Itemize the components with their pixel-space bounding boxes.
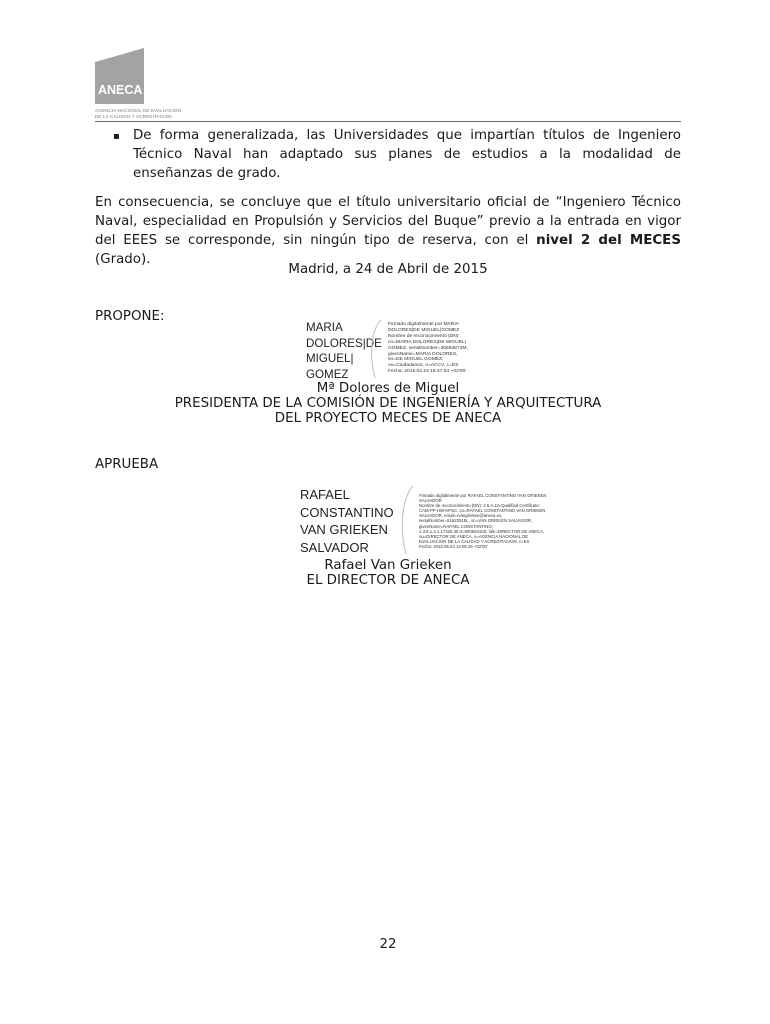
header-rule: [95, 121, 681, 122]
signer-title-propone-line-1: PRESIDENTA DE LA COMISIÓN DE INGENIERÍA Y ARQUITECTURA: [174, 396, 602, 411]
page-number: 22: [379, 937, 397, 952]
signer-name-propone: Mª Dolores de Miguel: [316, 381, 460, 396]
agency-name: AGENCIA NACIONAL DE EVALUACIÓN DE LA CALIDAD Y ACREDITACIÓN: [95, 108, 182, 119]
signer-title-propone-line-2: DEL PROYECTO MECES DE ANECA: [274, 411, 502, 426]
signature-flourish-icon: [396, 484, 416, 556]
propone-label: PROPONE:: [95, 309, 165, 324]
signature-details-propone: Firmado digitalmente por MARIA DOLORES|DE MIGUEL|GOMEZ Nombre de reconocimiento (DN): cn=MARIA DOLORES|DE MIGUEL| GOMEZ, serialNumber=30663872M, givenName=MARIA DOLORES, sn=DE MIGUEL GOMEZ, ou=Ciudadanos, o=ACCV, c=ES Fecha: 2015.04.24 16:47:54 +02'00': [388, 322, 468, 375]
signature-name-propone: MARIA DOLORES|DE MIGUEL| GOMEZ: [306, 321, 382, 381]
logo-text: ANECA: [98, 83, 143, 97]
conclusion-paragraph: En consecuencia, se concluye que el título universitario oficial de “Ingeniero Técnico Naval, especialidad en Propulsión y Servicios del Buque” previo a la entrada en vigor del EEES se corresponde, sin ningún tipo de reserva, con el nivel 2 del MECES (Grado).: [95, 195, 681, 267]
meces-level: nivel 2 del MECES: [536, 233, 681, 248]
signer-title-aprueba: EL DIRECTOR DE ANECA: [306, 573, 470, 588]
signer-name-aprueba: Rafael Van Grieken: [324, 558, 452, 573]
aneca-logo: [95, 48, 144, 104]
signature-details-aprueba: Firmado digitalmente por RAFAEL CONSTANTINO VAN GRIEKEN SALVADOR Nombre de reconocimiento (DN): 2.5.4.13=Qualified Certificate: CAM-PF-HW-KPSC, cn=RAFAEL CONSTANTINO VAN GRIEKEN SALVADOR, email=rvangrieken@aneca.es, serialNumber=51622915L, sn=VAN GRIEKEN SALVADOR, givenName=RAFAEL CONSTANTINO, 1.3.6.1.4.1.17326.30.3=50059310Z, title=DIRECTOR DE ANECA, ou=DIRECTOR DE ANECA, o=AGENCIA NACIONAL DE EVALUACION DE LA CALIDAD Y ACREDITACION, c=ES Fecha: 2015.05.04 14:05:46 +02'00': [419, 493, 547, 549]
bullet-marker: ▪: [113, 131, 120, 142]
date-line: Madrid, a 24 de Abril de 2015: [288, 262, 488, 277]
aprueba-label: APRUEBA: [95, 457, 159, 472]
signature-name-aprueba: RAFAEL CONSTANTINO VAN GRIEKEN SALVADOR: [300, 487, 394, 555]
bullet-item: [113, 126, 681, 183]
bullet-text: De forma generalizada, las Universidades que impartían títulos de Ingeniero Técnico Naval han adaptado sus planes de estudios a la modalidad de enseñanzas de grado.: [133, 128, 681, 181]
signature-flourish-icon: [366, 318, 384, 380]
